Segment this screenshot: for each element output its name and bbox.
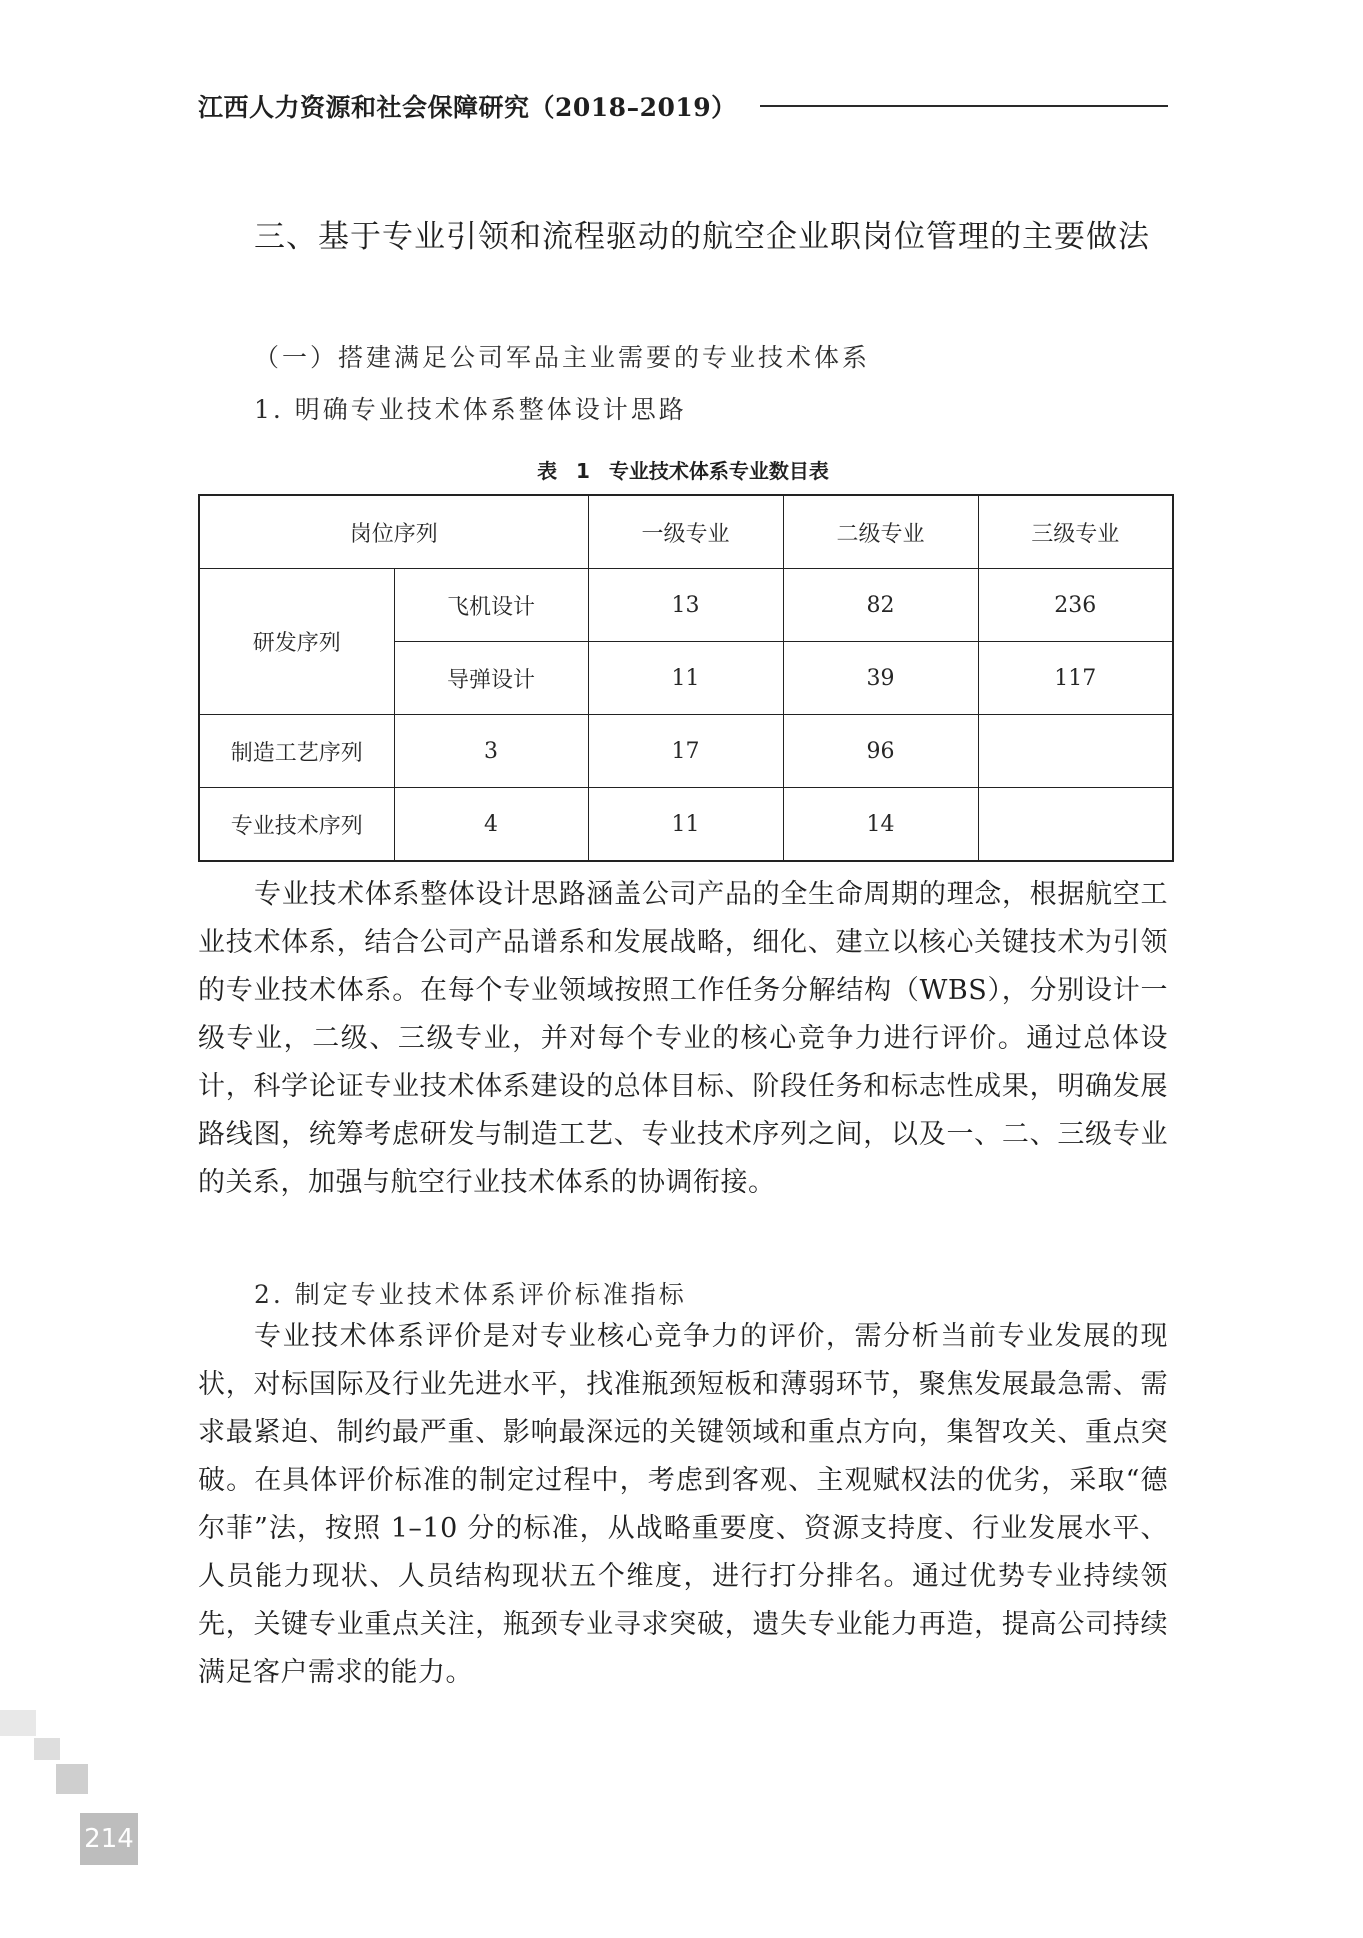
empty-cell <box>978 715 1173 788</box>
group-cell-rd: 研发序列 <box>199 569 394 715</box>
running-header <box>198 88 1168 128</box>
specialty-count-table <box>198 494 1174 862</box>
subsection-heading: （一）搭建满足公司军品主业需要的专业技术体系 <box>254 343 871 372</box>
header-rule <box>760 105 1168 107</box>
table-caption: 表 1 专业技术体系专业数目表 <box>537 459 829 483</box>
value-cell: 39 <box>783 642 978 715</box>
table-row <box>199 715 1173 788</box>
section-title: 三、基于专业引领和流程驱动的航空企业职岗位管理的主要做法 <box>254 219 1150 255</box>
value-cell: 11 <box>588 642 783 715</box>
value-cell: 4 <box>394 788 588 862</box>
corner-decoration-block <box>56 1764 88 1794</box>
value-cell: 13 <box>588 569 783 642</box>
value-cell: 17 <box>588 715 783 788</box>
value-cell: 117 <box>978 642 1173 715</box>
group-cell-manufacturing: 制造工艺序列 <box>199 715 394 788</box>
value-cell: 236 <box>978 569 1173 642</box>
header-cell-level2: 二级专业 <box>783 495 978 569</box>
corner-decoration-block <box>0 1710 36 1736</box>
header-title: 江西人力资源和社会保障研究（2018–2019） <box>198 93 737 122</box>
corner-decoration-block <box>34 1738 60 1760</box>
header-cell-sequence: 岗位序列 <box>199 495 588 569</box>
value-cell: 14 <box>783 788 978 862</box>
empty-cell <box>978 788 1173 862</box>
item-2-heading: 2. 制定专业技术体系评价标准指标 <box>254 1280 687 1309</box>
table-row <box>199 788 1173 862</box>
value-cell: 3 <box>394 715 588 788</box>
header-cell-level3: 三级专业 <box>978 495 1173 569</box>
value-cell: 82 <box>783 569 978 642</box>
header-cell-level1: 一级专业 <box>588 495 783 569</box>
page-number-box <box>80 1813 138 1865</box>
value-cell: 96 <box>783 715 978 788</box>
table-header-row <box>199 495 1173 569</box>
item-1-heading: 1. 明确专业技术体系整体设计思路 <box>254 395 687 424</box>
page-number: 214 <box>84 1824 134 1854</box>
sub-cell: 飞机设计 <box>394 569 588 642</box>
body-paragraph-1: 专业技术体系整体设计思路涵盖公司产品的全生命周期的理念，根据航空工业技术体系，结合公司产品谱系和发展战略，细化、建立以核心关键技术为引领的专业技术体系。在每个专业领域按照工作任务分解结构（WBS），分别设计一级专业，二级、三级专业，并对每个专业的核心竞争力进行评价。通过总体设计，科学论证专业技术体系建设的总体目标、阶段任务和标志性成果，明确发展路线图，统筹考虑研发与制造工艺、专业技术序列之间，以及一、二、三级专业的关系，加强与航空行业技术体系的协调衔接。 <box>198 879 1168 1198</box>
sub-cell: 导弹设计 <box>394 642 588 715</box>
body-paragraph-2: 专业技术体系评价是对专业核心竞争力的评价，需分析当前专业发展的现状，对标国际及行业先进水平，找准瓶颈短板和薄弱环节，聚焦发展最急需、需求最紧迫、制约最严重、影响最深远的关键领域和重点方向，集智攻关、重点突破。在具体评价标准的制定过程中，考虑到客观、主观赋权法的优劣，采取“德尔菲”法，按照 1–10 分的标准，从战略重要度、资源支持度、行业发展水平、人员能力现状、人员结构现状五个维度，进行打分排名。通过优势专业持续领先，关键专业重点关注，瓶颈专业寻求突破，遗失专业能力再造，提高公司持续满足客户需求的能力。 <box>198 1321 1168 1688</box>
value-cell: 11 <box>588 788 783 862</box>
table-row <box>199 569 1173 642</box>
group-cell-professional: 专业技术序列 <box>199 788 394 862</box>
